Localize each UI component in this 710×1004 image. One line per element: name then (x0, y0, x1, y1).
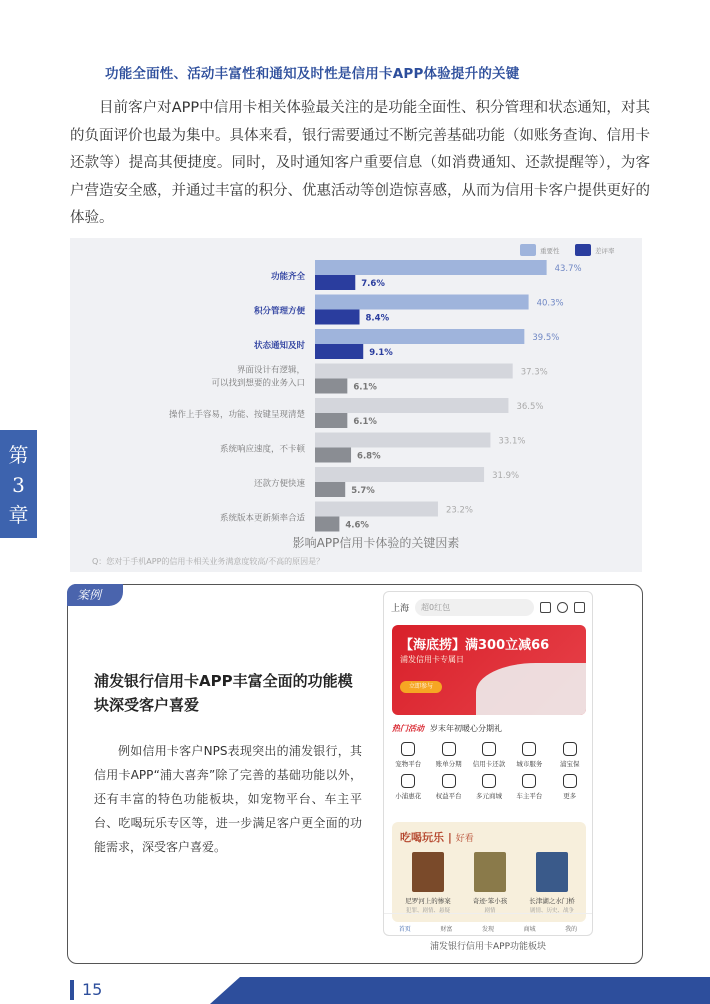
food-image (476, 663, 586, 715)
hot-label: 热门活动 (392, 724, 424, 733)
function-icon (522, 774, 536, 788)
phone-caption: 浦发银行信用卡APP功能板块 (429, 942, 546, 952)
category-label: 功能齐全 (270, 272, 305, 282)
case-title: 浦发银行信用卡APP丰富全面的功能模块深受客户喜爱 (94, 672, 353, 714)
data-label-bad: 6.1% (353, 417, 377, 427)
chapter-char: 第 (8, 443, 29, 467)
case-box (67, 584, 643, 964)
legend-swatch-importance (520, 244, 536, 256)
bar-importance (315, 295, 529, 310)
movie-title: 长津湖之水门桥 (529, 897, 575, 905)
headset-icon (557, 602, 568, 613)
function-label: 信用卡还款 (472, 760, 506, 768)
data-label-importance: 40.3% (536, 298, 564, 309)
data-label-importance: 33.1% (498, 436, 526, 447)
scan-icon (540, 602, 551, 613)
bar-bad (315, 413, 347, 428)
function-label: 宠物平台 (395, 760, 422, 768)
category-label: 系统版本更新频率合适 (219, 513, 305, 524)
data-label-bad: 8.4% (365, 313, 390, 324)
page-number: 15 (70, 980, 102, 1000)
legend-swatch-bad (575, 244, 591, 256)
bar-importance (315, 329, 524, 344)
phone-search-input: 超0红包 (415, 599, 534, 616)
bar-bad (315, 448, 351, 463)
body-paragraph: 目前客户对APP中信用卡相关体验最关注的是功能全面性、积分管理和状态通知，对其的负面评价也最为集中。具体来看，银行需要通过不断完善基础功能（如账务查询、信用卡还款等）提高其便捷度。同时，及时通知客户重要信息（如消费通知、还款提醒等），为客户营造安全感，并通过丰富的积分、优惠活动等创造惊喜感，从而为信用卡客户提供更好的体验。 (70, 100, 650, 226)
bar-importance (315, 467, 484, 482)
function-icon (442, 774, 456, 788)
banner-title: 【海底捞】满300立减66 (400, 638, 550, 653)
data-label-bad: 6.1% (353, 382, 377, 393)
chapter-number: 3 (12, 473, 25, 497)
function-grid-item (550, 774, 590, 800)
data-label-importance: 37.3% (520, 367, 548, 378)
nav-mine: 我的 (565, 926, 578, 933)
chart-panel (70, 238, 642, 572)
bar-bad (315, 517, 339, 532)
bar-importance (315, 260, 547, 275)
function-grid-item (388, 742, 428, 768)
category-label: 系统响应速度，不卡顿 (219, 444, 305, 455)
function-icon (563, 742, 577, 756)
section-sub: 好看 (455, 834, 474, 844)
movie-poster (536, 852, 568, 892)
movie-poster (474, 852, 506, 892)
movie-poster (412, 852, 444, 892)
bar-importance (315, 364, 513, 379)
data-label-importance: 36.5% (516, 402, 544, 412)
chart-title: 影响APP信用卡体验的关键因素 (292, 536, 460, 550)
chapter-char: 章 (8, 503, 29, 527)
footer-bar (210, 977, 710, 1004)
data-label-importance: 43.7% (554, 264, 582, 274)
promo-banner (392, 625, 586, 715)
case-text: 例如信用卡客户NPS表现突出的浦发银行，其信用卡APP“浦大喜奔”除了完善的基础功能以外，还有丰富的特色功能板块，如宠物平台、车主平台、吃喝玩乐专区等，进一步满足客户更全面的功能需求，深受客户喜爱。 (94, 744, 362, 854)
function-icon (401, 742, 415, 756)
function-label: 小浦惠花 (395, 792, 422, 800)
data-label-bad: 4.6% (345, 520, 369, 531)
legend-label-bad: 差评率 (595, 247, 615, 255)
function-icon (522, 742, 536, 756)
nav-mall: 商城 (523, 926, 536, 933)
function-label: 城市服务 (516, 760, 543, 768)
function-label: 权益平台 (435, 792, 462, 800)
category-label: 可以找到想要的业务入口 (211, 378, 305, 389)
banner-subtitle: 浦发信用卡专属日 (400, 655, 464, 664)
category-label: 状态通知及时 (253, 341, 305, 351)
bar-bad (315, 379, 347, 394)
function-grid-item (469, 774, 509, 800)
function-label: 账单分期 (435, 760, 462, 768)
bar-chart (70, 238, 642, 572)
category-label: 积分管理方便 (253, 306, 305, 317)
data-label-bad: 5.7% (351, 486, 375, 496)
eat-drink-section (392, 822, 586, 922)
section-name: 吃喝玩乐 (400, 831, 444, 844)
movie-tags: 剧情、历史、战争 (529, 908, 574, 914)
movie-title: 奇迹·笨小孩 (472, 897, 508, 905)
banner-button: 立即参与 (400, 681, 442, 693)
section-title: 吃喝玩乐 | 好看 (400, 831, 474, 844)
function-grid-item (428, 742, 468, 768)
function-label: 多元商城 (475, 792, 502, 800)
function-label: 浦宝保 (560, 760, 580, 768)
function-icon (482, 742, 496, 756)
legend-label-importance: 重要性 (540, 247, 560, 255)
nav-wealth: 财富 (440, 926, 453, 933)
nav-discover: 发现 (481, 926, 494, 933)
bar-importance (315, 502, 438, 517)
function-icon (401, 774, 415, 788)
data-label-bad: 6.8% (357, 451, 381, 462)
function-grid-item (550, 742, 590, 768)
category-label: 界面设计有逻辑， (236, 365, 305, 376)
phone-top-bar (384, 592, 592, 622)
message-icon (574, 602, 585, 613)
function-icon (563, 774, 577, 788)
movie-tags: 犯罪、剧情、悬疑 (405, 908, 450, 914)
data-label-bad: 9.1% (369, 348, 393, 358)
category-label: 操作上手容易，功能、按键呈现清楚 (168, 410, 305, 420)
function-icon (442, 742, 456, 756)
hot-activity (392, 723, 502, 734)
bar-bad (315, 310, 360, 325)
function-grid-item (469, 742, 509, 768)
function-label: 车主平台 (516, 792, 543, 800)
function-grid-item (388, 774, 428, 800)
movie-tags: 剧情 (484, 908, 496, 914)
data-label-bad: 7.6% (361, 279, 385, 289)
data-label-importance: 23.2% (445, 505, 473, 516)
data-label-importance: 39.5% (532, 333, 560, 343)
function-grid (388, 742, 590, 800)
nav-home: 首页 (398, 926, 411, 933)
function-grid-item (428, 774, 468, 800)
function-icon (482, 774, 496, 788)
function-grid-item (509, 774, 549, 800)
bar-importance (315, 398, 508, 413)
bar-importance (315, 433, 490, 448)
category-label: 还款方便快速 (253, 479, 305, 489)
function-grid-item (509, 742, 549, 768)
chapter-tab (0, 430, 37, 538)
phone-screenshot (383, 591, 593, 936)
case-tag: 案例 (67, 584, 123, 606)
function-label: 更多 (563, 792, 577, 800)
bar-bad (315, 344, 363, 359)
movie-title: 尼罗河上的惨案 (405, 897, 451, 905)
phone-bottom-nav (384, 913, 592, 935)
bar-bad (315, 275, 355, 290)
data-label-importance: 31.9% (492, 471, 520, 481)
chart-note: Q：您对于手机APP的信用卡相关业务满意度较高/不高的原因是？ (92, 557, 325, 566)
bar-bad (315, 482, 345, 497)
section-title: 功能全面性、活动丰富性和通知及时性是信用卡APP体验提升的关键 (105, 66, 520, 82)
hot-text: 岁末年初暖心分期礼 (430, 724, 502, 733)
city-selector: 上海 (391, 603, 410, 614)
